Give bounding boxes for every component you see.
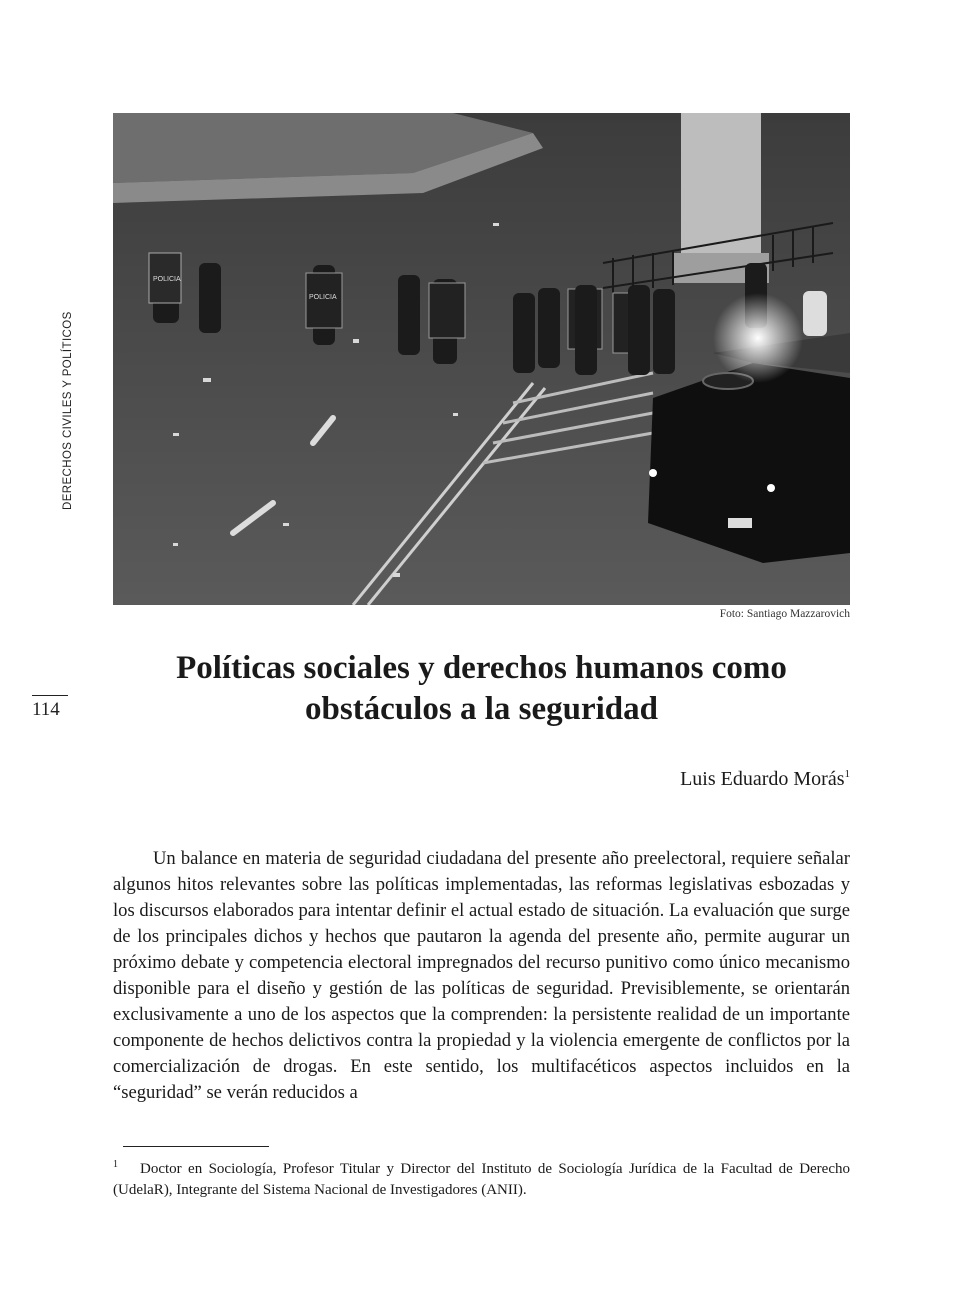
shield-label: POLICIA [309,294,337,301]
footnote [113,1154,850,1201]
title-line-1: Políticas sociales y derechos humanos como [176,650,787,686]
article-title [113,648,850,730]
article-author [680,768,850,791]
article-body-paragraph: Un balance en materia de seguridad ciudadana del presente año preelectoral, requiere señalar algunos hitos relevantes sobre las políticas implementadas, las reformas legislativas esbozadas y los discursos elaborados para intentar definir el actual estado de situación. La evaluación que surge de los principales dichos y hechos que pautaron la agenda del presente año, permite augurar un próximo debate y competencia electoral impregnados del recurso punitivo como único mecanismo disponible para el diseño y gestión de las políticas de seguridad. Previsiblemente, se orientarán exclusivamente a uno de los aspectos que la comprenden: la persistente realidad de un importante componente de hechos delictivos contra la propiedad y la violencia emergente de conflictos por la comercialización de drogas. En este sentido, los multifacéticos aspectos incluidos en la “seguridad” se verán reducidos a [113,848,850,1103]
article-photo [113,113,850,605]
title-line-2: obstáculos a la seguridad [305,691,658,727]
shield-label: POLICIA [153,276,181,283]
footnote-rule [123,1146,269,1147]
page-number-rule [32,695,68,696]
section-side-label: DERECHOS CIVILES Y POLÍTICOS [62,311,74,510]
page-number: 114 [32,699,60,720]
author-footnote-mark[interactable]: 1 [844,768,850,780]
photo-credit: Foto: Santiago Mazzarovich [719,608,850,620]
author-name: Luis Eduardo Morás [680,768,845,790]
footnote-text: Doctor en Sociología, Profesor Titular y Director del Instituto de Sociología Jurídica de la Facultad de Derecho (UdelaR), Integrante del Sistema Nacional de Investigadores (ANII). [113,1161,850,1198]
footnote-mark: 1 [113,1159,118,1170]
